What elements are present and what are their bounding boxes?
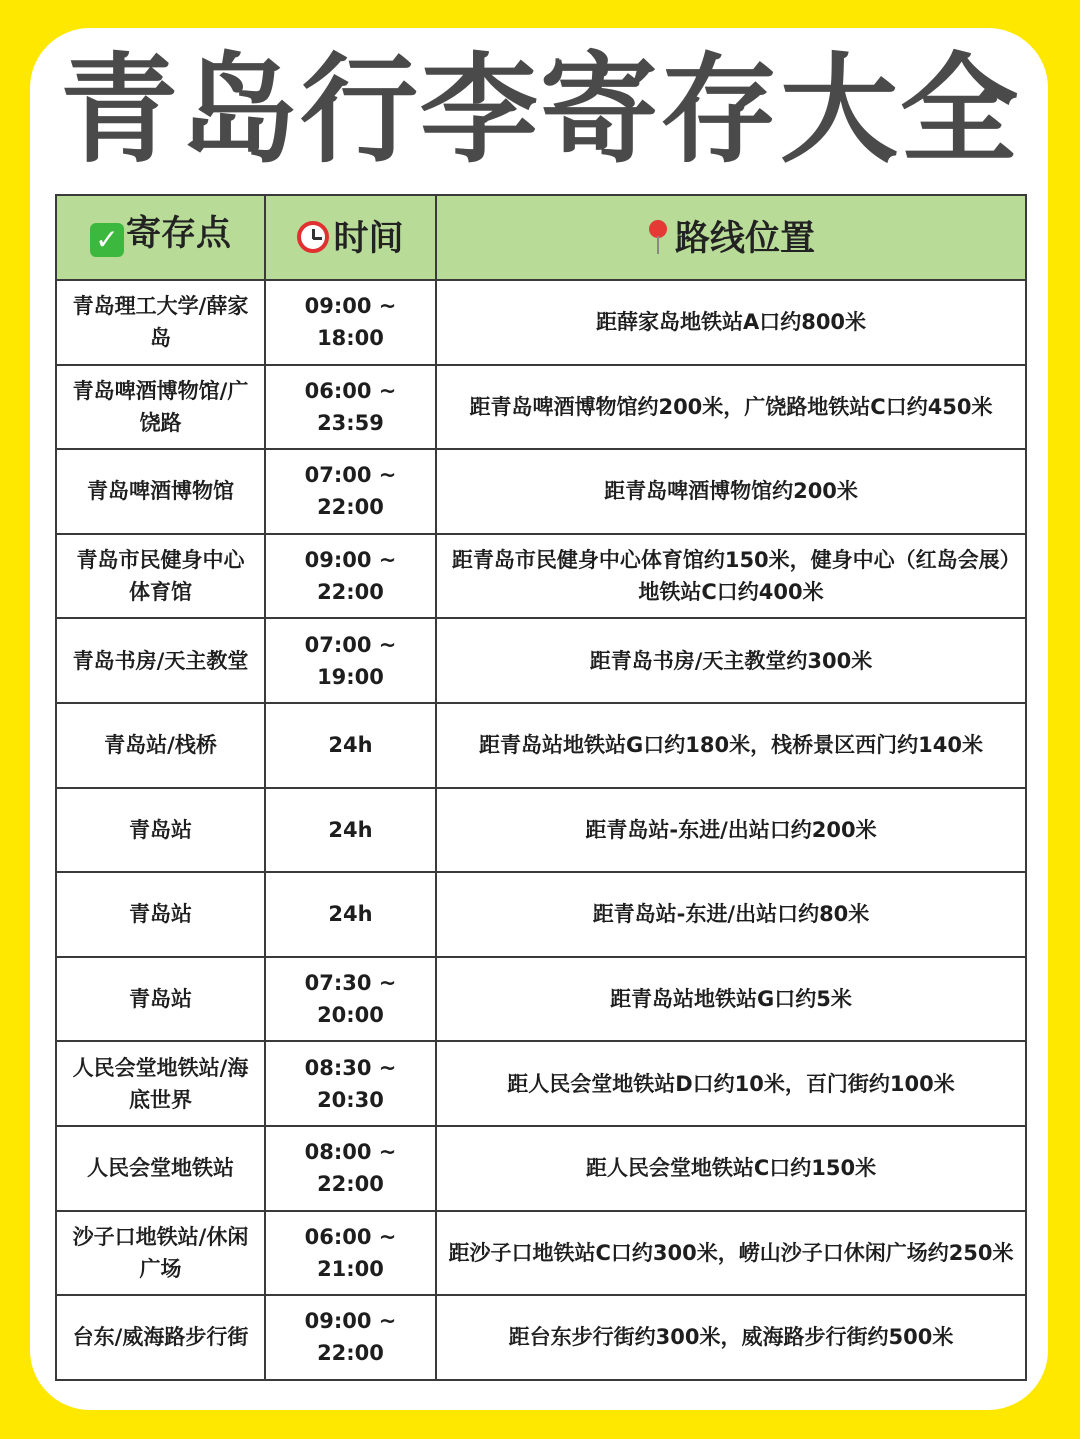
table-row bbox=[56, 534, 1026, 619]
storage-point-cell: 台东/威海路步行街 bbox=[56, 1295, 265, 1380]
hours-cell: 09:00 ~ 22:00 bbox=[265, 534, 436, 619]
table-body bbox=[56, 280, 1026, 1380]
header-storage-point-label: 寄存点 bbox=[125, 214, 231, 254]
hours-cell: 09:00 ~ 18:00 bbox=[265, 280, 436, 365]
route-cell: 距薛家岛地铁站A口约800米 bbox=[436, 280, 1026, 365]
header-row bbox=[56, 195, 1026, 280]
luggage-storage-table bbox=[55, 194, 1027, 1381]
table-row bbox=[56, 280, 1026, 365]
route-cell: 距青岛啤酒博物馆约200米 bbox=[436, 449, 1026, 534]
storage-point-cell: 青岛书房/天主教堂 bbox=[56, 618, 265, 703]
route-cell: 距人民会堂地铁站D口约10米，百门街约100米 bbox=[436, 1041, 1026, 1126]
alarm-clock-icon bbox=[297, 221, 329, 253]
header-hours bbox=[265, 195, 436, 280]
route-cell: 距沙子口地铁站C口约300米，崂山沙子口休闲广场约250米 bbox=[436, 1211, 1026, 1296]
hours-cell: 24h bbox=[265, 703, 436, 788]
route-cell: 距台东步行街约300米，威海路步行街约500米 bbox=[436, 1295, 1026, 1380]
hours-cell: 07:00 ~ 19:00 bbox=[265, 618, 436, 703]
storage-point-cell: 青岛理工大学/薛家岛 bbox=[56, 280, 265, 365]
header-storage-point bbox=[56, 195, 265, 280]
storage-point-cell: 沙子口地铁站/休闲广场 bbox=[56, 1211, 265, 1296]
storage-point-cell: 人民会堂地铁站/海底世界 bbox=[56, 1041, 265, 1126]
hours-cell: 08:30 ~ 20:30 bbox=[265, 1041, 436, 1126]
hours-cell: 07:30 ~ 20:00 bbox=[265, 957, 436, 1042]
storage-point-cell: 青岛市民健身中心体育馆 bbox=[56, 534, 265, 619]
table-row bbox=[56, 618, 1026, 703]
hours-cell: 24h bbox=[265, 872, 436, 957]
table-row bbox=[56, 1126, 1026, 1211]
storage-point-cell: 青岛啤酒博物馆 bbox=[56, 449, 265, 534]
table-row bbox=[56, 703, 1026, 788]
header-route-label: 路线位置 bbox=[674, 219, 815, 259]
table-row bbox=[56, 1211, 1026, 1296]
route-cell: 距青岛站-东进/出站口约80米 bbox=[436, 872, 1026, 957]
storage-point-cell: 青岛站 bbox=[56, 872, 265, 957]
storage-point-cell: 人民会堂地铁站 bbox=[56, 1126, 265, 1211]
table-row bbox=[56, 872, 1026, 957]
route-cell: 距人民会堂地铁站C口约150米 bbox=[436, 1126, 1026, 1211]
table-row bbox=[56, 1041, 1026, 1126]
check-mark-icon: ✓ bbox=[90, 223, 124, 257]
storage-point-cell: 青岛站 bbox=[56, 788, 265, 873]
storage-point-cell: 青岛站/栈桥 bbox=[56, 703, 265, 788]
pushpin-icon bbox=[647, 220, 669, 254]
storage-point-cell: 青岛站 bbox=[56, 957, 265, 1042]
route-cell: 距青岛啤酒博物馆约200米，广饶路地铁站C口约450米 bbox=[436, 365, 1026, 450]
header-hours-label: 时间 bbox=[333, 218, 404, 259]
table-row bbox=[56, 788, 1026, 873]
route-cell: 距青岛站地铁站G口约180米，栈桥景区西门约140米 bbox=[436, 703, 1026, 788]
table-row bbox=[56, 365, 1026, 450]
route-cell: 距青岛市民健身中心体育馆约150米，健身中心（红岛会展）地铁站C口约400米 bbox=[436, 534, 1026, 619]
table-row bbox=[56, 1295, 1026, 1380]
table-header bbox=[56, 195, 1026, 280]
hours-cell: 24h bbox=[265, 788, 436, 873]
hours-cell: 09:00 ~ 22:00 bbox=[265, 1295, 436, 1380]
table-row bbox=[56, 957, 1026, 1042]
route-cell: 距青岛书房/天主教堂约300米 bbox=[436, 618, 1026, 703]
storage-point-cell: 青岛啤酒博物馆/广饶路 bbox=[56, 365, 265, 450]
header-route bbox=[436, 195, 1026, 280]
hours-cell: 07:00 ~ 22:00 bbox=[265, 449, 436, 534]
hours-cell: 08:00 ~ 22:00 bbox=[265, 1126, 436, 1211]
table-row bbox=[56, 449, 1026, 534]
hours-cell: 06:00 ~ 23:59 bbox=[265, 365, 436, 450]
page-title: 青岛行李寄存大全 bbox=[59, 41, 1020, 179]
route-cell: 距青岛站-东进/出站口约200米 bbox=[436, 788, 1026, 873]
hours-cell: 06:00 ~ 21:00 bbox=[265, 1211, 436, 1296]
route-cell: 距青岛站地铁站G口约5米 bbox=[436, 957, 1026, 1042]
